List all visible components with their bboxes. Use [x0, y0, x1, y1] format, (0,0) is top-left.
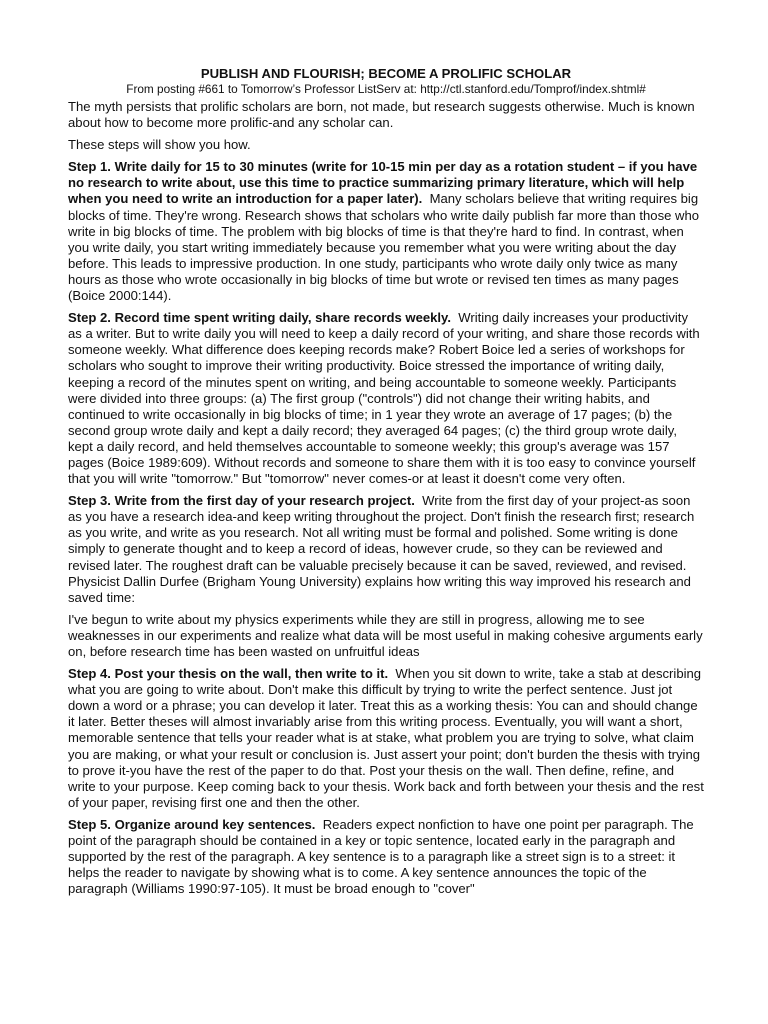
step-1-heading: Step 1. Write daily for 15 to 30 minutes (write for 10-15 min per day as a rotation student – if you have no research to write about, use this time to practice summarizing primary literature, which will help when you need to write an introduction for a paper later).	[68, 159, 698, 207]
step-4-heading: Step 4. Post your thesis on the wall, then write to it.	[68, 666, 389, 682]
step-2-body: Writing daily increases your productivity as a writer. But to write daily you will need to keep a daily record of your writing, and share those records with someone weekly. What difference does keeping records make? Robert Boice led a series of workshops for scholars who sought to improve their writing productivity. Boice stressed the importance of writing daily, keeping a record of the minutes spent on writing, and being accountable to someone weekly. Participants were divided into three groups: (a) The first group ("controls") did not change their writing habits, and continued to write occasionally in big blocks of time; in 1 year they wrote an average of 17 pages; (b) the second group wrote daily and kept a daily record; they averaged 64 pages; (c) the third group wrote daily, kept a daily record, and held themselves accountable to someone weekly; this group's average was 157 pages (Boice 1989:609). Without records and someone to share them with it is too easy to convince yourself that you will write "tomorrow." But "tomorrow" never comes-or at least it doesn't come very often.	[68, 310, 700, 487]
step-4-body: When you sit down to write, take a stab at describing what you are going to write about. Don't make this difficult by trying to write the perfect sentence. Just jot down a word or a phrase; you can develop it later. Treat this as a working thesis: You can and should change it later. Better theses will almost invariably arise from this writing process. Eventually, you will want a short, memorable sentence that tells your reader what is at stake, what problem you are trying to solve, what claim you are making, or what your result or conclusion is. Just assert your point; don't burden the thesis with trying to prove it-you have the rest of the paper to do that. Post your thesis on the wall. Then define, refine, and write to your purpose. Keep coming back to your thesis. Work back and forth between your thesis and the rest of your paper, revising first one and then the other.	[68, 666, 704, 810]
document-title: PUBLISH AND FLOURISH; BECOME A PROLIFIC SCHOLAR	[200, 66, 572, 81]
step-1-body: Many scholars believe that writing requires big blocks of time. They're wrong. Research shows that scholars who write daily publish far more than those who write in big blocks of time. The problem with big blocks of time is that they're hard to find. In contrast, when you write daily, you start writing immediately because you remember what you were writing about the day before. This leads to impressive production. In one study, participants who wrote daily only twice as many hours as those who wrote occasionally in big blocks of time but wrote or revised ten times as many pages (Boice 2000:144).	[68, 191, 700, 304]
intro-paragraph: The myth persists that prolific scholars are born, not made, but research suggests otherwise. Much is known about how to become more prolific-and any scholar can.	[68, 99, 695, 131]
step-2-paragraph	[68, 310, 704, 487]
step-1-paragraph	[68, 159, 704, 304]
step-3-paragraph	[68, 493, 704, 606]
quote-paragraph: I've begun to write about my physics experiments while they are still in progress, allowing me to see weaknesses in our experiments and realize what data will be most useful in making cohesive arguments early on, before research time has been wasted on unfruitful ideas	[68, 611, 703, 659]
step-4-paragraph	[68, 666, 704, 811]
intro-paragraph-2: These steps will show you how.	[68, 137, 251, 153]
step-3-body: Write from the first day of your project-as soon as you have a research idea-and keep writing throughout the project. Don't finish the research first; research as you write, and write as you research. Not all writing must be formal and polished. Some writing is done simply to generate thought and to keep a record of ideas, however crude, so they can be reviewed and revised later. The roughest draft can be valuable precisely because it can be saved, reviewed, and revised. Physicist Dallin Durfee (Brigham Young University) explains how writing this way improved his research and saved time:	[68, 493, 695, 605]
step-2-heading: Step 2. Record time spent writing daily, share records weekly.	[68, 310, 451, 326]
step-5-paragraph	[68, 817, 704, 897]
step-5-heading: Step 5. Organize around key sentences.	[68, 816, 316, 832]
document-subtitle: From posting #661 to Tomorrow’s Professor ListServ at: http://ctl.stanford.edu/Tomprof/index.shtml#	[126, 82, 646, 96]
step-5-body: Readers expect nonfiction to have one point per paragraph. The point of the paragraph should be contained in a key or topic sentence, located early in the paragraph and supported by the rest of the paragraph. A key sentence is to a paragraph like a street sign is to a street: it helps the reader to navigate by showing what is to come. A key sentence announces the topic of the paragraph (Williams 1990:97-105). It must be broad enough to "cover"	[68, 816, 694, 897]
step-3-heading: Step 3. Write from the first day of your research project.	[68, 493, 415, 509]
